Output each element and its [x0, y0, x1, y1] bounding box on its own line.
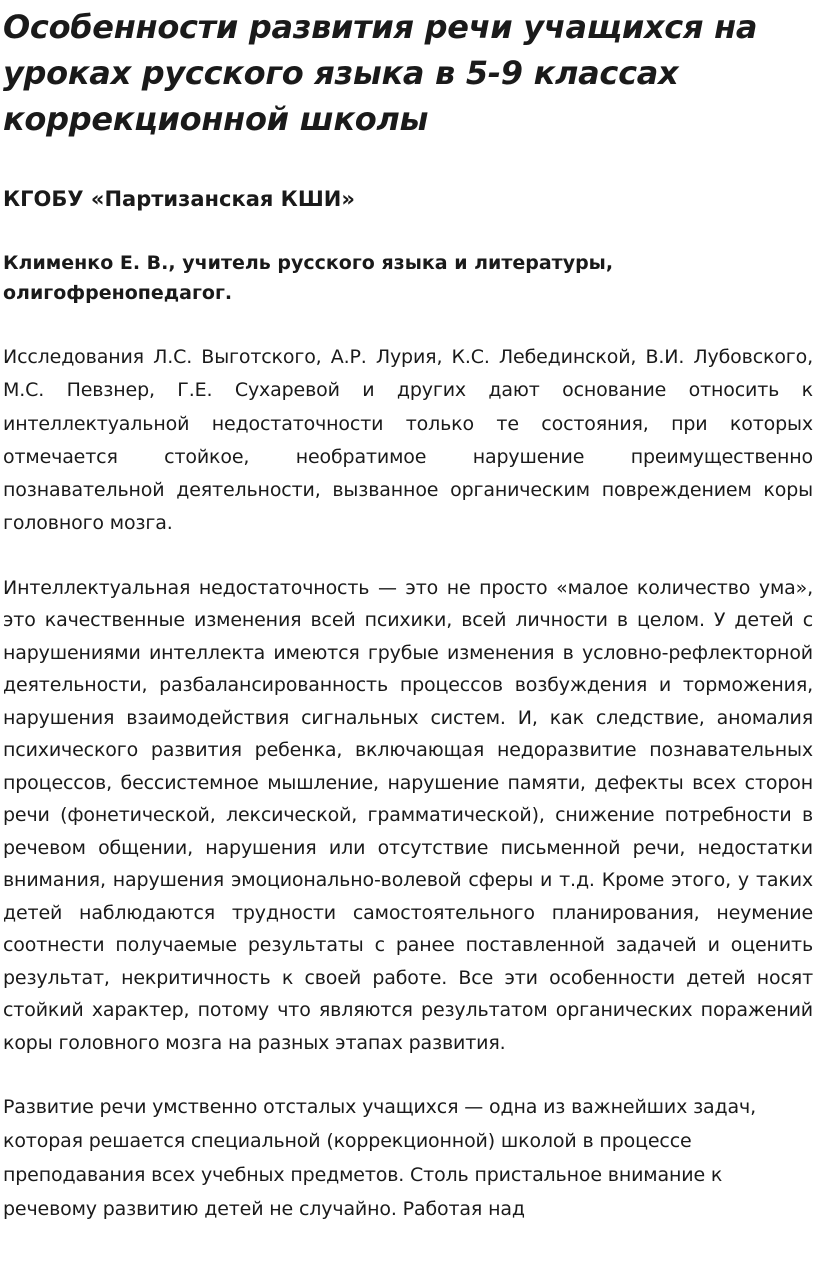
paragraph-intellectual-deficiency: Интеллектуальная недостаточность — это не просто «малое количество ума», это качественные изменения всей психики, всей личности в целом. У детей с нарушениями интеллекта имеются грубые изменения в условно-рефлекторной деятельности, разбалансированность процессов возбуждения и торможения, нарушения взаимодействия сигнальных систем. И, как следствие, аномалия психического развития ребенка, включающая недоразвитие познавательных процессов, бессистемное мышление, нарушение памяти, дефекты всех сторон речи (фонетической, лексической, грамматической), снижение потребности в речевом общении, нарушения или отсутствие письменной речи, недостатки внимания, нарушения эмоционально-волевой сферы и т.д. Кроме этого, у таких детей наблюдаются трудности самостоятельного планирования, неумение соотнести получаемые результаты с ранее поставленной задачей и оценить результат, некритичность к своей работе. Все эти особенности детей носят стойкий характер, потому что являются результатом органических поражений коры головного мозга на разных этапах развития. — [3, 576, 813, 1054]
paragraph-speech-development: Развитие речи умственно отсталых учащихся — одна из важнейших задач, которая решается специальной (коррекционной) школой в процессе преподавания всех учебных предметов. Столь пристальное внимание к речевому развитию детей не случайно. Работая над — [3, 1096, 756, 1221]
author-line: Клименко Е. В., учитель русского языка и литературы, олигофренопедагог. — [3, 252, 614, 304]
document-title: Особенности развития речи учащихся на уроках русского языка в 5-9 классах коррекционной школы — [3, 8, 758, 138]
paragraph-research: Исследования Л.С. Выготского, А.Р. Лурия, К.С. Лебединской, В.И. Лубовского, М.С. Певзнер, Г.Е. Сухаревой и других дают основание относить к интеллектуальной недостаточности только те состояния, при которых отмечается стойкое, необратимое нарушение преимущественно познавательной деятельности, вызванное органическим повреждением коры головного мозга. — [3, 346, 813, 535]
organization-heading: КГОБУ «Партизанская КШИ» — [3, 187, 355, 211]
